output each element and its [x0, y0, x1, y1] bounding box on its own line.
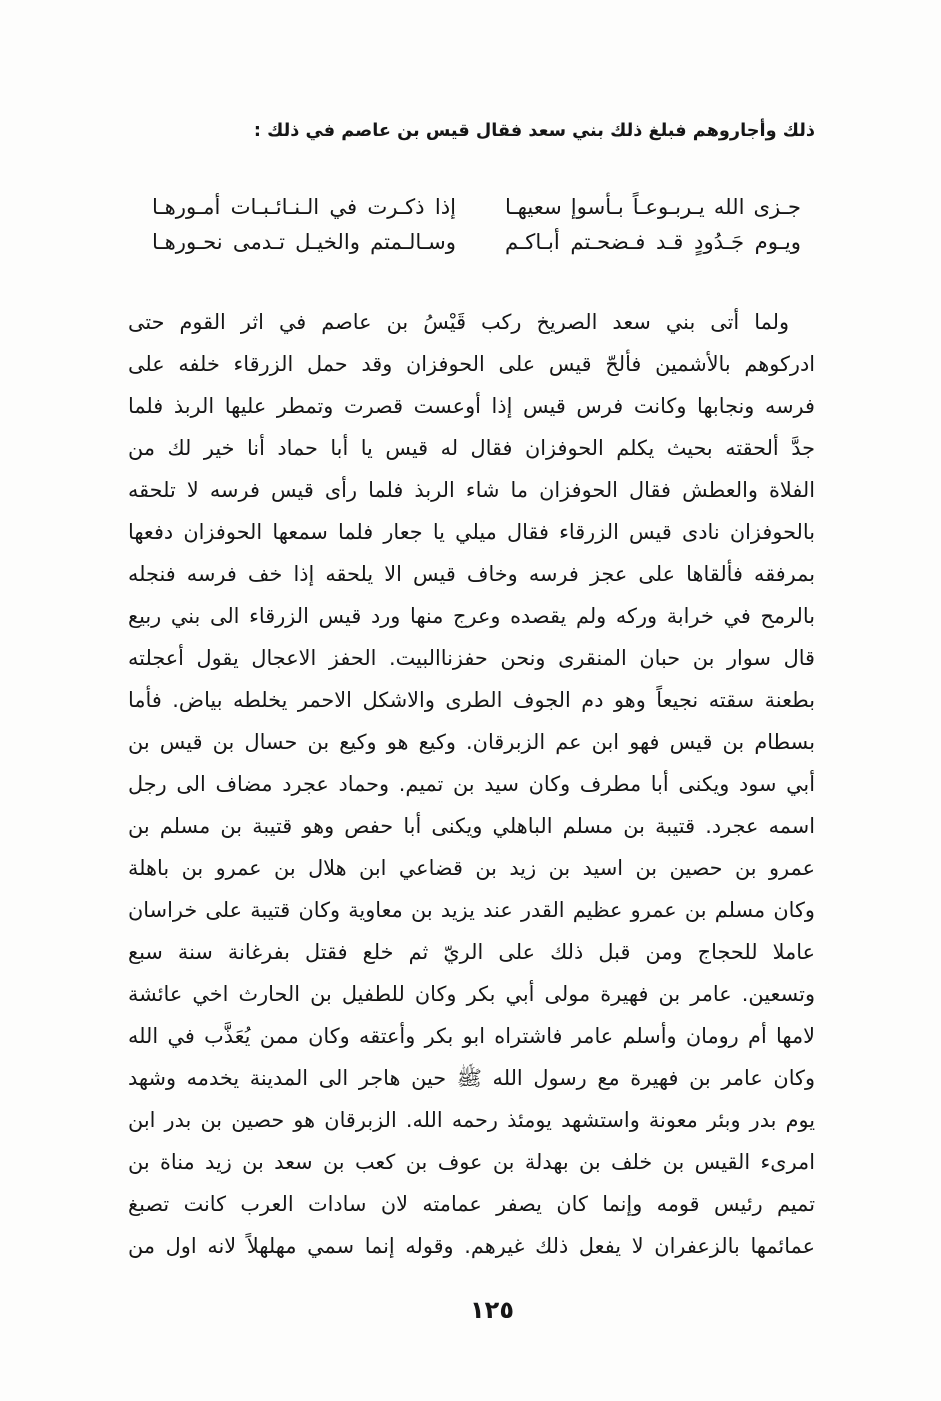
body-line: بالرمح في خرابة وركه ولم يقصده وعرج منها ورد قيس الزرقاء الى بني ربيع: [128, 604, 815, 628]
body-line: عمائمها بالزعفران لا يفعل ذلك غيرهم. وقوله إنما سمي مهلهلاً لانه اول من: [128, 1234, 815, 1258]
body-line: ادركوهم بالأشمين فألحّ قيس على الحوفزان وقد حمل الزرقاء خلفه على: [128, 352, 815, 376]
body-line: الفلاة والعطش فقال الحوفزان ما شاء الربذ فلما رأى قيس فرسه لا تلحقه: [128, 478, 815, 502]
body-line: وكان مسلم بن عمرو عظيم القدر عند يزيد بن معاوية وكان قتيبة على خراسان: [128, 898, 815, 922]
intro-line: ذلك وأجاروهم فبلغ ذلك بني سعد فقال قيس بن عاصم في ذلك :: [253, 121, 815, 141]
body-line: اسمه عجرد. قتيبة بن مسلم الباهلي ويكنى أبا حفص وهو قتيبة بن مسلم بن: [128, 814, 815, 838]
page-number: ١٢٥: [470, 1296, 514, 1324]
poem-verse-2-first-hemistich: ويـوم جَـدُودٍ قـد فـضحـتم أبـاكـم: [505, 229, 801, 254]
body-line: امرىء القيس بن خلف بن بهدلة بن عوف بن كعب بن سعد بن زيد مناة بن: [128, 1150, 815, 1174]
body-line: بمرفقه فألقاها على عجز فرسه وخاف قيس الا يلحقه إذا خف فرسه فنجله: [128, 562, 815, 586]
body-line: بالحوفزان نادى قيس الزرقاء فقال ميلي يا جعار فلما سمعها الحوفزان دفعها: [128, 520, 815, 544]
poem-verse-2-second-hemistich: وسـالـمتم والخيـل تـدمى نحـورهـا: [152, 229, 456, 254]
body-line: بطعنة سقته نجيعاً وهو دم الجوف الطرى والاشكل الاحمر يخلطه بياض. فأما: [128, 688, 815, 712]
body-line: ولما أتى بني سعد الصريخ ركب قَيْسُ بن عاصم في اثر القوم حتى: [128, 310, 789, 334]
body-paragraph: [128, 301, 815, 1267]
poem-verse-1-first-hemistich: جـزى الله يـربـوعـاً بـأسوإ سعيهـا: [505, 194, 801, 219]
body-line: تميم رئيس قومه وإنما كان يصفر عمامته لان سادات العرب كانت تصبغ: [128, 1192, 815, 1216]
poem-verse-1-second-hemistich: إذا ذكـرت في الـنـائـبـات أمـورهـا: [152, 194, 456, 219]
body-line: جدَّ ألحقته بحيث يكلم الحوفزان فقال له قيس يا أبا حماد أنا خير لك من: [128, 436, 815, 460]
body-line: بسطام بن قيس فهو ابن عم الزبرقان. وكيع هو وكيع بن حسال بن قيس بن: [128, 730, 815, 754]
body-line: وكان عامر بن فهيرة مع رسول الله ﷺ حين هاجر الى المدينة يخدمه وشهد: [128, 1066, 815, 1090]
body-line: لامها أم رومان وأسلم عامر فاشتراه ابو بكر وأعتقه وكان ممن يُعَذَّب في الله: [128, 1024, 815, 1048]
body-line: عمرو بن حصين بن اسيد بن زيد بن قضاعي ابن هلال بن عمرو بن باهلة: [128, 856, 815, 880]
body-line: عاملا للحجاج ومن قبل ذلك على الريّ ثم خلع فقتل بفرغانة سنة سبع: [128, 940, 815, 964]
body-line: يوم بدر وبئر معونة واستشهد يومئذ رحمه الله. الزبرقان هو حصين بن بدر ابن: [128, 1108, 815, 1132]
body-line: فرسه ونجابها وكانت فرس قيس إذا أوعست قصرت وتمطر عليها الربذ فلما: [128, 394, 815, 418]
body-line: قال سوار بن حبان المنقرى ونحن حفزناالبيت. الحفز الاعجال يقول أعجلته: [128, 646, 815, 670]
body-line: وتسعين. عامر بن فهيرة مولى أبي بكر وكان للطفيل بن الحارث اخي عائشة: [128, 982, 815, 1006]
body-line: أبي سود ويكنى أبا مطرف وكان سيد بن تميم. وحماد عجرد مضاف الى رجل: [128, 772, 815, 796]
